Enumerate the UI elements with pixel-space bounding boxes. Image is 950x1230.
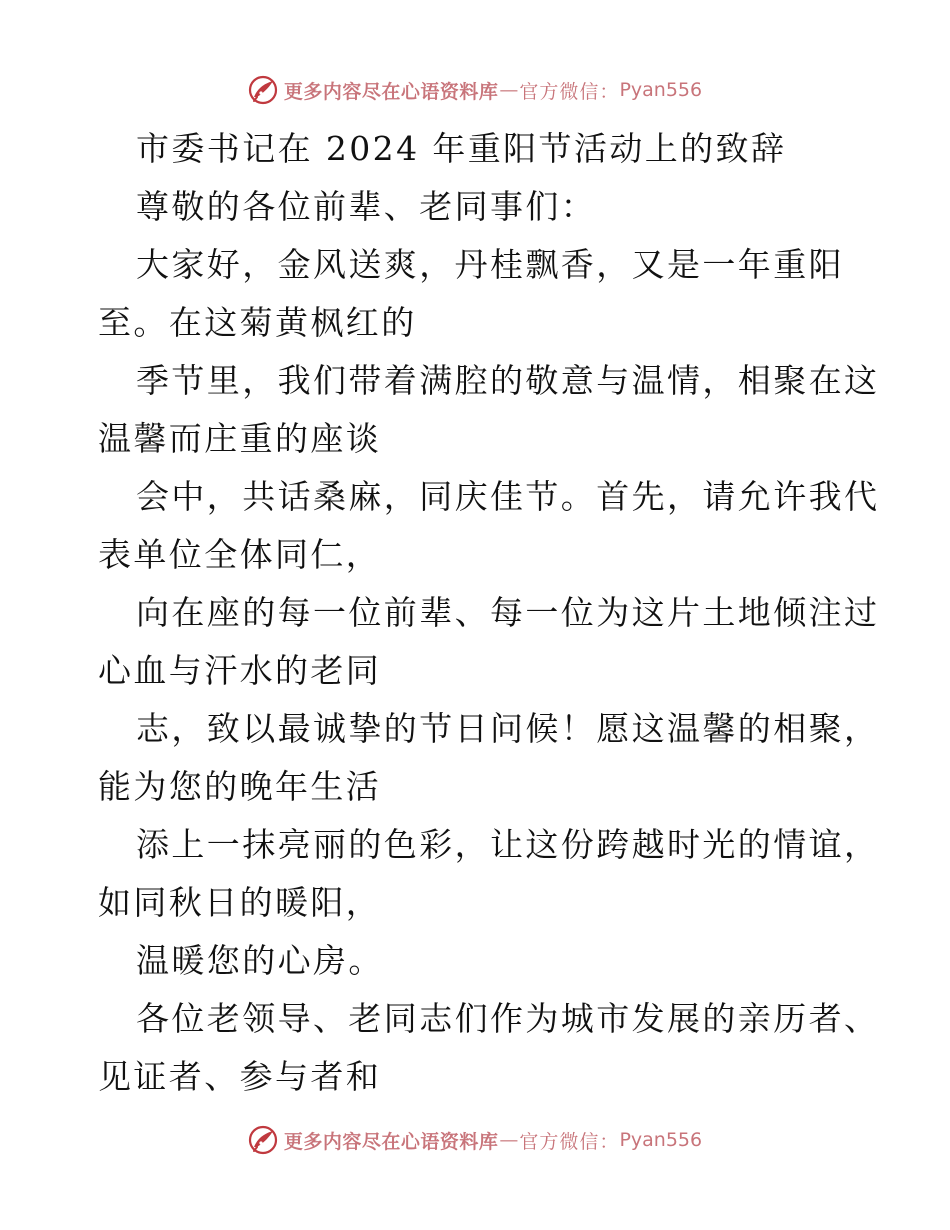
banner-wechat-label: 官方微信： <box>519 1130 620 1153</box>
header-banner <box>0 70 950 110</box>
text-line: 大家好，金风送爽，丹桂飘香，又是一年重阳 <box>136 245 844 284</box>
pen-logo-icon <box>248 75 278 105</box>
document-title: 市委书记在 2024 年重阳节活动上的致辞 <box>136 129 787 168</box>
text-line: 添上一抹亮丽的色彩，让这份跨越时光的情谊， <box>136 825 880 864</box>
text-line: 温馨而庄重的座谈 <box>98 419 382 458</box>
document-body <box>98 120 880 1106</box>
text-line: 心血与汗水的老同 <box>98 651 382 690</box>
text-line: 会中，共话桑麻，同庆佳节。首先，请允许我代 <box>136 477 880 516</box>
text-line: 如同秋日的暖阳， <box>98 883 382 922</box>
banner-wechat-id: Pyan556 <box>619 1129 703 1151</box>
text-line: 各位老领导、老同志们作为城市发展的亲历者、 <box>136 999 880 1038</box>
text-line: 温暖您的心房。 <box>136 941 384 980</box>
banner-dash: — <box>499 1129 519 1151</box>
banner-wechat-label: 官方微信： <box>519 80 620 103</box>
footer-banner <box>0 1120 950 1160</box>
banner-main-text: 更多内容尽在心语资料库 <box>283 1130 499 1153</box>
text-line: 志，致以最诚挚的节日问候！愿这温馨的相聚， <box>136 709 880 748</box>
text-line: 向在座的每一位前辈、每一位为这片土地倾注过 <box>136 593 880 632</box>
text-line: 表单位全体同仁， <box>98 535 382 574</box>
text-line: 至。在这菊黄枫红的 <box>98 303 417 342</box>
pen-logo-icon <box>248 1125 278 1155</box>
text-line: 季节里，我们带着满腔的敬意与温情，相聚在这 <box>136 361 880 400</box>
text-line: 见证者、参与者和 <box>98 1057 382 1096</box>
banner-wechat-id: Pyan556 <box>619 79 703 101</box>
text-line: 尊敬的各位前辈、老同事们： <box>136 187 597 226</box>
banner-dash: — <box>499 79 519 101</box>
text-line: 能为您的晚年生活 <box>98 767 382 806</box>
banner-main-text: 更多内容尽在心语资料库 <box>283 80 499 103</box>
